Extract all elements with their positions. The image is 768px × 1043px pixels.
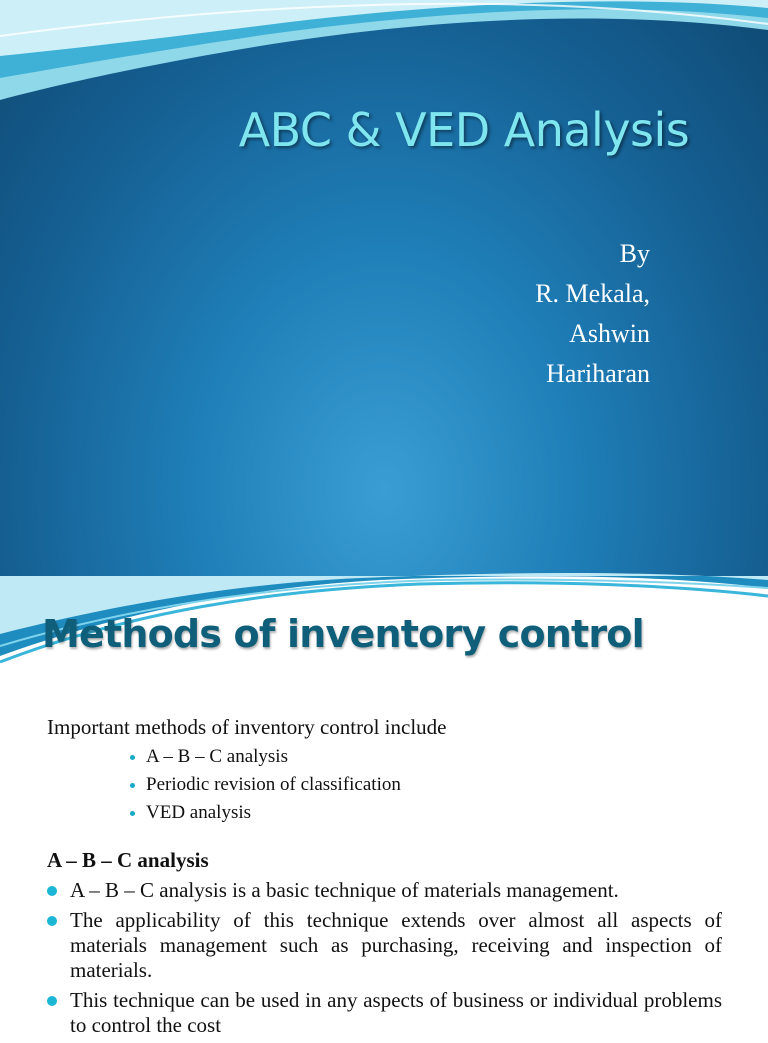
list-item — [130, 743, 401, 771]
decorative-wave — [0, 0, 768, 100]
bullet-icon — [47, 996, 57, 1006]
list-item — [130, 799, 401, 827]
list-item — [47, 988, 722, 1038]
list-item — [47, 908, 722, 983]
content-slide — [0, 576, 768, 1037]
author-byline — [535, 234, 650, 394]
bullet-icon — [130, 755, 135, 760]
bullet-icon — [130, 811, 135, 816]
byline-by: By — [619, 239, 650, 268]
presentation-title: ABC & VED Analysis — [238, 103, 690, 157]
byline-author-2-last: Hariharan — [546, 359, 650, 388]
section-heading: A – B – C analysis — [47, 848, 209, 872]
list-item-text: VED analysis — [146, 802, 252, 823]
bullet-icon — [130, 783, 135, 788]
list-item — [130, 771, 401, 799]
list-item-text: The applicability of this technique extends over almost all aspects of materials management such as purchasing, receiving and inspection of materials. — [70, 908, 722, 982]
intro-text: Important methods of inventory control include — [47, 715, 447, 739]
list-item-text: This technique can be used in any aspects of business or individual problems to control the cost — [70, 988, 722, 1037]
list-item — [47, 878, 722, 903]
list-item-text: A – B – C analysis — [146, 746, 288, 767]
list-item-text: Periodic revision of classification — [146, 774, 401, 795]
byline-author-1: R. Mekala, — [535, 279, 650, 308]
bullet-icon — [47, 916, 57, 926]
abc-bullet-list — [47, 878, 722, 1043]
methods-list — [130, 743, 401, 827]
bullet-icon — [47, 886, 57, 896]
list-item-text: A – B – C analysis is a basic technique of materials management. — [70, 878, 619, 902]
slide-title: Methods of inventory control — [42, 612, 644, 656]
byline-author-2-first: Ashwin — [569, 319, 650, 348]
